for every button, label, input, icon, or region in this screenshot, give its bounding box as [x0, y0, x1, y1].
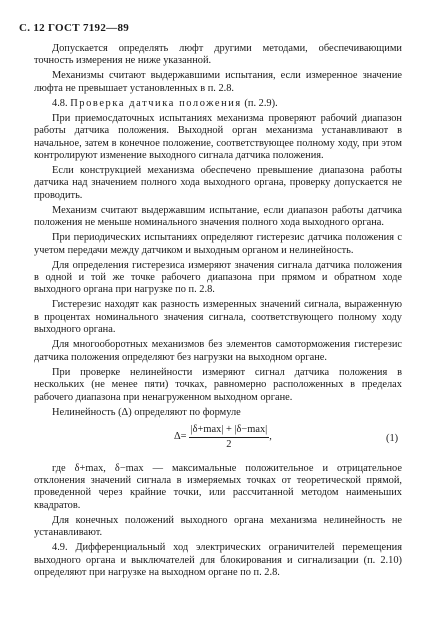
- section-reference: (п. 2.9).: [244, 97, 278, 109]
- formula-block: [34, 422, 402, 460]
- paragraph: При приемосдаточных испытаниях механизма проверяют рабочий диапазон работы датчика положения. Выходной орган механизма устанавливают в начальное, затем в конечное положение, соответствующее полному ходу, при этом контролируют изменение выходного сигнала датчика положения.: [34, 112, 402, 162]
- formula-fraction: [189, 424, 270, 452]
- paragraph: Нелинейность (Δ) определяют по формуле: [52, 406, 241, 418]
- section-heading-4-8: [34, 98, 402, 110]
- paragraph: Гистерезис находят как разность измеренных значений сигнала, выраженную в процентах номинального значения сигнала, соответствующего полному ходу выходного органа.: [34, 299, 402, 336]
- formula-numerator: |δ+max| + |δ−max|: [189, 424, 270, 438]
- paragraph: Допускается определять люфт другими методами, обеспечивающими точность измерения не ниже указанной.: [34, 43, 402, 67]
- section-number: 4.8.: [52, 97, 68, 109]
- section-title: Проверка датчика положения: [70, 97, 242, 109]
- paragraph: Для конечных положений выходного органа механизма нелинейность не устанавливают.: [34, 514, 402, 539]
- paragraph: Для определения гистерезиса измеряют значения сигнала датчика положения в одной и той же точке рабочего диапазона при прямом и обратном ходе выходного органа при нагрузке по п. 2.8.: [34, 259, 402, 296]
- formula-denominator: 2: [226, 438, 232, 450]
- paragraph: Если конструкцией механизма обеспечено превышение диапазона работы датчика над значением полного хода выходного органа, проверку допускается не проводить.: [34, 165, 402, 201]
- page-body: [34, 43, 402, 582]
- formula-suffix: ,: [269, 431, 272, 443]
- paragraph: Механизмы считают выдержавшими испытания, если измеренное значение люфта не превышает установленных в п. 2.8.: [34, 70, 402, 94]
- paragraph: 4.9. Дифференциальный ход электрических ограничителей перемещения выходного органа и выключателей для блокирования и сигнализации (п. 2.10) определяют при нагрузке на выходном органе по п. 2.8.: [34, 542, 402, 578]
- formula-lhs: Δ=: [174, 431, 187, 443]
- page-header: С. 12 ГОСТ 7192—89: [19, 22, 130, 34]
- nonlinearity-formula: [174, 423, 399, 452]
- equation-number: (1): [386, 432, 399, 444]
- paragraph: где δ+max, δ−max — максимальные положительное и отрицательное отклонения значений сигнала в измеряемых точках от теоретической прямой, проведенной через крайние точки, или рассчитанной методом наименьших квадратов.: [34, 462, 402, 511]
- paragraph: Для многооборотных механизмов без элементов самоторможения гистерезис датчика положения определяют без нагрузки на выходном органе.: [34, 339, 402, 363]
- paragraph: Механизм считают выдержавшим испытание, если диапазон работы датчика положения не меньше номинального значения полного хода выходного органа.: [34, 204, 402, 229]
- paragraph: При проверке нелинейности измеряют сигнал датчика положения в нескольких (не менее пяти) точках, равномерно расположенных в пределах рабочего диапазона при ненагруженном выходном органе.: [34, 366, 402, 403]
- paragraph: При периодических испытаниях определяют гистерезис датчика положения с учетом передачи между датчиком и выходным органом и нелинейность.: [34, 232, 402, 256]
